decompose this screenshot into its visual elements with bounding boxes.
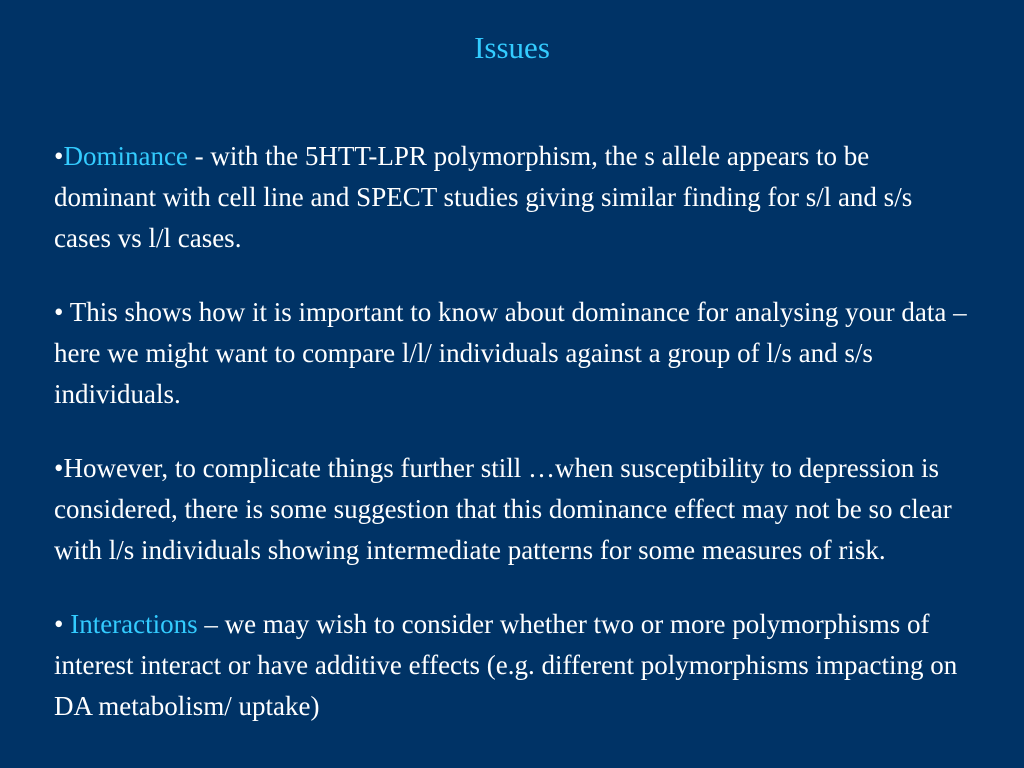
slide-body [54, 136, 970, 760]
bullet-text: – we may wish to consider whether two or more polymorphisms of interest interact or have additive effects (e.g. different polymorphisms impacting on DA metabolism/ uptake) [54, 609, 958, 721]
bullet-marker: • [54, 609, 71, 639]
bullet-marker: • [54, 297, 70, 327]
bullet-text: - with the 5HTT-LPR polymorphism, the s allele appears to be dominant with cell line and SPECT studies giving similar finding for s/l and s/s cases vs l/l cases. [54, 141, 913, 253]
bullet-text: This shows how it is important to know about dominance for analysing your data – here we might want to compare l/l/ individuals against a group of l/s and s/s individuals. [54, 297, 967, 409]
slide-title: Issues [474, 30, 550, 65]
bullet-dominance [54, 136, 970, 259]
bullet-interactions [54, 604, 970, 727]
bullet-importance [54, 292, 970, 415]
highlight-dominance: Dominance [63, 141, 188, 171]
bullet-marker: • [54, 141, 64, 171]
highlight-interactions: Interactions [70, 609, 198, 639]
bullet-complication [54, 448, 970, 571]
bullet-marker: • [54, 453, 64, 483]
bullet-text: However, to complicate things further still …when susceptibility to depression is considered, there is some suggestion that this dominance effect may not be so clear with l/s individuals showing intermediate patterns for some measures of risk. [54, 453, 952, 565]
